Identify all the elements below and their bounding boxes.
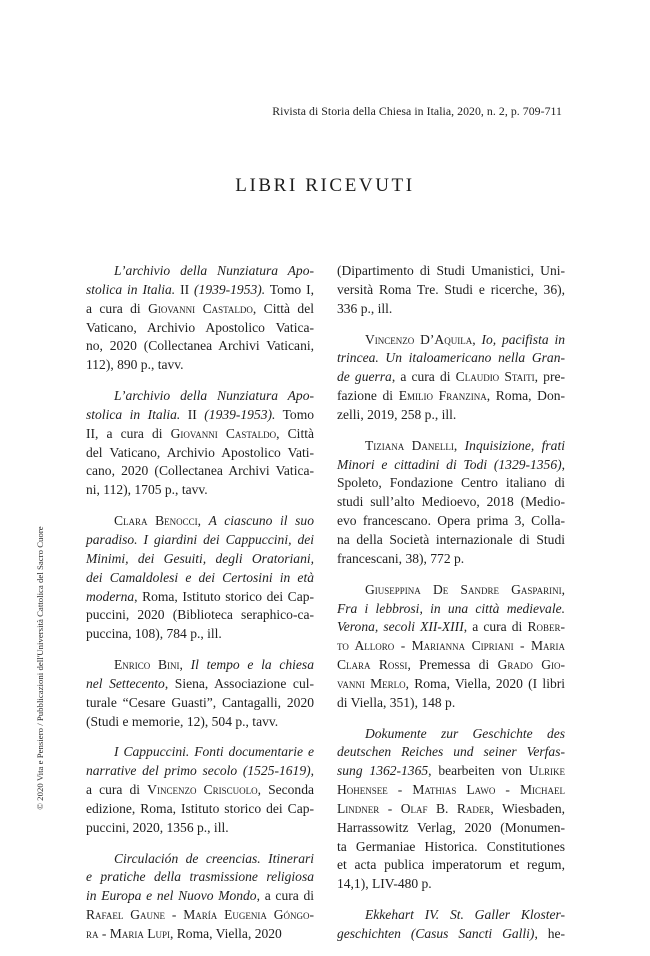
author-name: Tiziana Danelli [365, 437, 454, 453]
title-text: (1939-1953). [204, 406, 276, 422]
bibliography-entry [86, 512, 314, 644]
entry-line [337, 368, 565, 387]
author-name: Giuseppina De Sandre Gasparini [365, 581, 562, 597]
plain-text: , Roma, Istituto storico dei Cap- [134, 588, 314, 604]
title-text: stolica in Italia. [86, 281, 176, 297]
plain-text: , a cura di [256, 888, 314, 904]
entry-line [337, 656, 565, 675]
author-name: Rafael Gaune - María Eugenia Góngo- [86, 907, 314, 923]
plain-text: puccina, 108), 784 p., ill. [86, 626, 222, 642]
section-title: LIBRI RICEVUTI [235, 175, 415, 196]
title-text: geschichten (Casus Sancti Galli) [337, 926, 535, 941]
plain-text: , Roma, Viella, 2020 [170, 926, 282, 941]
entry-line [86, 319, 314, 338]
entry-line [86, 743, 314, 762]
author-name: Lindner - Olaf B. Rader [337, 800, 491, 816]
entry-line [337, 437, 565, 456]
author-name: Clara Rossi [337, 657, 408, 673]
entry-line [86, 887, 314, 906]
entry-line [337, 781, 565, 800]
plain-text: puccini, 2020, 1356 p., ill. [86, 819, 229, 835]
plain-text: a cura di [86, 300, 149, 316]
entry-line [86, 569, 314, 588]
title-text: Circulación de creencias. Itinerari [114, 850, 314, 866]
entry-line [337, 925, 565, 944]
entry-line [86, 850, 314, 869]
title-text: stolica in Italia. [86, 406, 181, 422]
plain-text: puccini, 2020 (Biblioteca seraphico-ca- [86, 607, 314, 623]
title-text: dei Camaldolesi e dei Certosini in età [86, 569, 314, 585]
title-text: trincea. Un italoamericano nella Gran- [337, 350, 565, 366]
plain-text: , he- [534, 926, 565, 941]
right-column [337, 262, 565, 956]
entry-line [337, 349, 565, 368]
entry-line [86, 925, 314, 944]
author-name: Vincenzo D’Aquila [365, 331, 473, 347]
entry-line [86, 262, 314, 281]
plain-text: et acta publica imperatorum et regum, [337, 857, 565, 873]
author-name: Emilio Franzina [398, 388, 487, 404]
title-text: Io, pacifista in [481, 331, 565, 347]
plain-text: evo francescano. Opera prima 3, Colla- [337, 513, 565, 529]
entry-line [337, 600, 565, 619]
plain-text: , Roma, Don- [486, 388, 566, 404]
bibliography-entry [337, 906, 565, 944]
plain-text: , [453, 437, 465, 453]
entry-line [86, 281, 314, 300]
plain-text: francescani, 38), 772 p. [337, 550, 465, 566]
entry-line [86, 387, 314, 406]
entry-line [337, 694, 565, 713]
author-name: Rober- [527, 619, 565, 635]
plain-text: versità Roma Tre. Studi e ricerche, 36), [337, 281, 565, 297]
author-name: vanni Merlo [337, 675, 406, 691]
title-text: Minori e cittadini di Todi (1329-1356) [337, 456, 562, 472]
bibliography-entry [337, 262, 565, 319]
entry-line [86, 656, 314, 675]
entry-line [86, 300, 314, 319]
entry-line [337, 906, 565, 925]
title-text: e pratiche della trasmissione religiosa [86, 869, 314, 885]
entry-line [337, 550, 565, 569]
plain-text: Spoleto, Fondazione Centro italiano di [337, 475, 565, 491]
plain-text: studi sull’alto Medioevo, 2018 (Medio- [337, 494, 565, 510]
author-name: Vincenzo Criscuolo [147, 782, 258, 798]
title-text: Fra i lebbrosi, in una città medievale. [337, 600, 565, 616]
bibliography-entry [86, 850, 314, 944]
entry-line [86, 819, 314, 838]
entry-line [337, 838, 565, 857]
title-text: moderna [86, 588, 135, 604]
author-name: Hohensee - Mathias Lawo - Michael [337, 782, 565, 798]
entry-line [86, 868, 314, 887]
entry-line [337, 262, 565, 281]
plain-text: , [179, 657, 191, 673]
plain-text: , pre- [534, 369, 565, 385]
title-text: narrative del primo secolo (1525-1619) [86, 763, 311, 779]
plain-text: turale “Cesare Guasti”, Cantagalli, 2020 [86, 694, 314, 710]
plain-text: , [197, 513, 209, 529]
entry-line [86, 675, 314, 694]
plain-text: na della Società internazionale di Studi [337, 531, 565, 547]
plain-text: edizione, Roma, Istituto storico dei Cap- [86, 800, 314, 816]
bibliography-entry [86, 743, 314, 837]
plain-text: ni, 112), 1705 p., tavv. [86, 482, 208, 498]
entry-line [86, 462, 314, 481]
entry-line [337, 675, 565, 694]
plain-text: 112), 890 p., tavv. [86, 357, 184, 373]
entry-line [86, 481, 314, 500]
entry-line [337, 387, 565, 406]
entry-line [86, 356, 314, 375]
plain-text: di Viella, 351), 148 p. [337, 694, 456, 710]
plain-text: cano, 2020 (Collectanea Archivi Vatica- [86, 463, 314, 479]
entry-line [337, 581, 565, 600]
plain-text: Harrassowitz Verlag, 2020 (Monumen- [337, 819, 565, 835]
entry-line [337, 743, 565, 762]
entry-line [337, 856, 565, 875]
title-text: paradiso. I giardini dei Cappuccini, dei [86, 531, 314, 547]
plain-text: zelli, 2019, 258 p., ill. [337, 406, 457, 422]
plain-text: , Roma, Viella, 2020 (I libri [405, 675, 566, 691]
bibliography-entry [86, 262, 314, 375]
left-column [86, 262, 314, 956]
entry-line [86, 625, 314, 644]
plain-text: fazione di [337, 388, 399, 404]
entry-line [86, 531, 314, 550]
author-name: Enrico Bini [114, 657, 180, 673]
plain-text: , [561, 456, 565, 472]
plain-text: II [175, 281, 195, 297]
entry-line [337, 637, 565, 656]
author-name: Ulrike [528, 763, 565, 779]
entry-line [86, 713, 314, 732]
running-head: Rivista di Storia della Chiesa in Italia, 2020, n. 2, p. 709-711 [272, 104, 562, 118]
plain-text: Tomo I, [265, 281, 315, 297]
entry-line [86, 906, 314, 925]
title-text: Dokumente zur Geschichte des [365, 725, 565, 741]
plain-text: (Dipartimento di Studi Umanistici, Uni- [337, 263, 565, 278]
author-name: Giovanni Castaldo [170, 425, 277, 441]
plain-text: , [561, 581, 565, 597]
title-text: Il tempo e la chiesa [190, 657, 314, 673]
title-text: Minimi, dei Gesuiti, degli Oratoriani, [86, 550, 314, 566]
plain-text: II [180, 406, 205, 422]
title-text: A ciascuno il suo [208, 513, 314, 529]
entry-line [337, 762, 565, 781]
entry-line [337, 474, 565, 493]
plain-text: , a cura di [391, 369, 456, 385]
entry-line [337, 300, 565, 319]
entry-line [86, 444, 314, 463]
plain-text: , Città del [252, 300, 314, 316]
title-text: I Cappuccini. Fonti documentarie e [114, 744, 314, 760]
copyright-side-note: © 2020 Vita e Pensiero / Pubblicazioni dell'Università Cattolica del Sacro Cuore [35, 526, 45, 810]
entry-line [337, 531, 565, 550]
entry-line [337, 800, 565, 819]
plain-text: (Studi e memorie, 12), 504 p., tavv. [86, 713, 279, 729]
plain-text: Tomo [275, 406, 315, 422]
plain-text: no, 2020 (Collectanea Archivi Vaticani, [86, 338, 314, 354]
author-name: Grado Gio- [497, 657, 566, 673]
title-text: deutschen Reiches und seiner Verfas- [337, 744, 565, 760]
bibliography-entry [337, 725, 565, 895]
entry-line [86, 550, 314, 569]
title-text: nel Settecento [86, 675, 165, 691]
entry-line [337, 331, 565, 350]
title-text: sung 1362-1365 [337, 763, 429, 779]
entry-line [337, 456, 565, 475]
plain-text: a cura di [86, 782, 148, 798]
title-text: (1939-1953). [194, 281, 266, 297]
bibliography-entry [86, 656, 314, 731]
author-name: ra - Maria Lupi [86, 926, 170, 941]
author-name: Giovanni Castaldo [148, 300, 253, 316]
title-text: Ekkehart IV. St. Galler Kloster- [365, 907, 565, 923]
entry-line [337, 618, 565, 637]
entry-line [86, 512, 314, 531]
plain-text: II, a cura di [86, 425, 171, 441]
entry-line [337, 725, 565, 744]
plain-text: , a cura di [463, 619, 528, 635]
plain-text: Vaticano, Archivio Apostolico Vatica- [86, 319, 314, 335]
entry-line [337, 406, 565, 425]
entry-line [337, 493, 565, 512]
author-name: to Alloro - Marianna Cipriani - Maria [337, 638, 565, 654]
plain-text: , bearbeiten von [428, 763, 529, 779]
entry-line [337, 819, 565, 838]
title-text: L’archivio della Nunziatura Apo- [114, 263, 314, 278]
plain-text: , Città [276, 425, 314, 441]
plain-text: , Siena, Associazione cul- [164, 675, 314, 691]
author-name: Clara Benocci [114, 513, 198, 529]
author-name: Claudio Staiti [455, 369, 535, 385]
plain-text: 336 p., ill. [337, 300, 393, 316]
bibliography-entry [86, 387, 314, 500]
bibliography-entry [337, 331, 565, 425]
entry-line [86, 406, 314, 425]
bibliography-entry [337, 581, 565, 713]
plain-text: ta Germaniae Historica. Constitutiones [337, 838, 565, 854]
plain-text: , Wiesbaden, [490, 800, 566, 816]
entry-line [86, 606, 314, 625]
plain-text: 14,1), LIV-480 p. [337, 876, 432, 892]
entry-line [337, 512, 565, 531]
entry-line [86, 800, 314, 819]
plain-text: del Vaticano, Archivio Apostolico Vati- [86, 444, 314, 460]
plain-text: , Seconda [257, 782, 314, 798]
title-text: Inquisizione, frati [464, 437, 565, 453]
entry-line [86, 781, 314, 800]
entry-line [86, 588, 314, 607]
plain-text: , [310, 763, 314, 779]
entry-line [86, 694, 314, 713]
plain-text: , [472, 331, 482, 347]
entry-line [337, 875, 565, 894]
title-text: Verona, secoli XII-XIII [337, 619, 464, 635]
entry-line [86, 337, 314, 356]
title-text: de guerra [337, 369, 392, 385]
title-text: in Europa e nel Nuovo Mondo [86, 888, 257, 904]
entry-line [86, 425, 314, 444]
bibliography-entry [337, 437, 565, 569]
title-text: L’archivio della Nunziatura Apo- [114, 388, 314, 404]
entry-line [337, 281, 565, 300]
plain-text: , Premessa di [407, 657, 498, 673]
entry-line [86, 762, 314, 781]
